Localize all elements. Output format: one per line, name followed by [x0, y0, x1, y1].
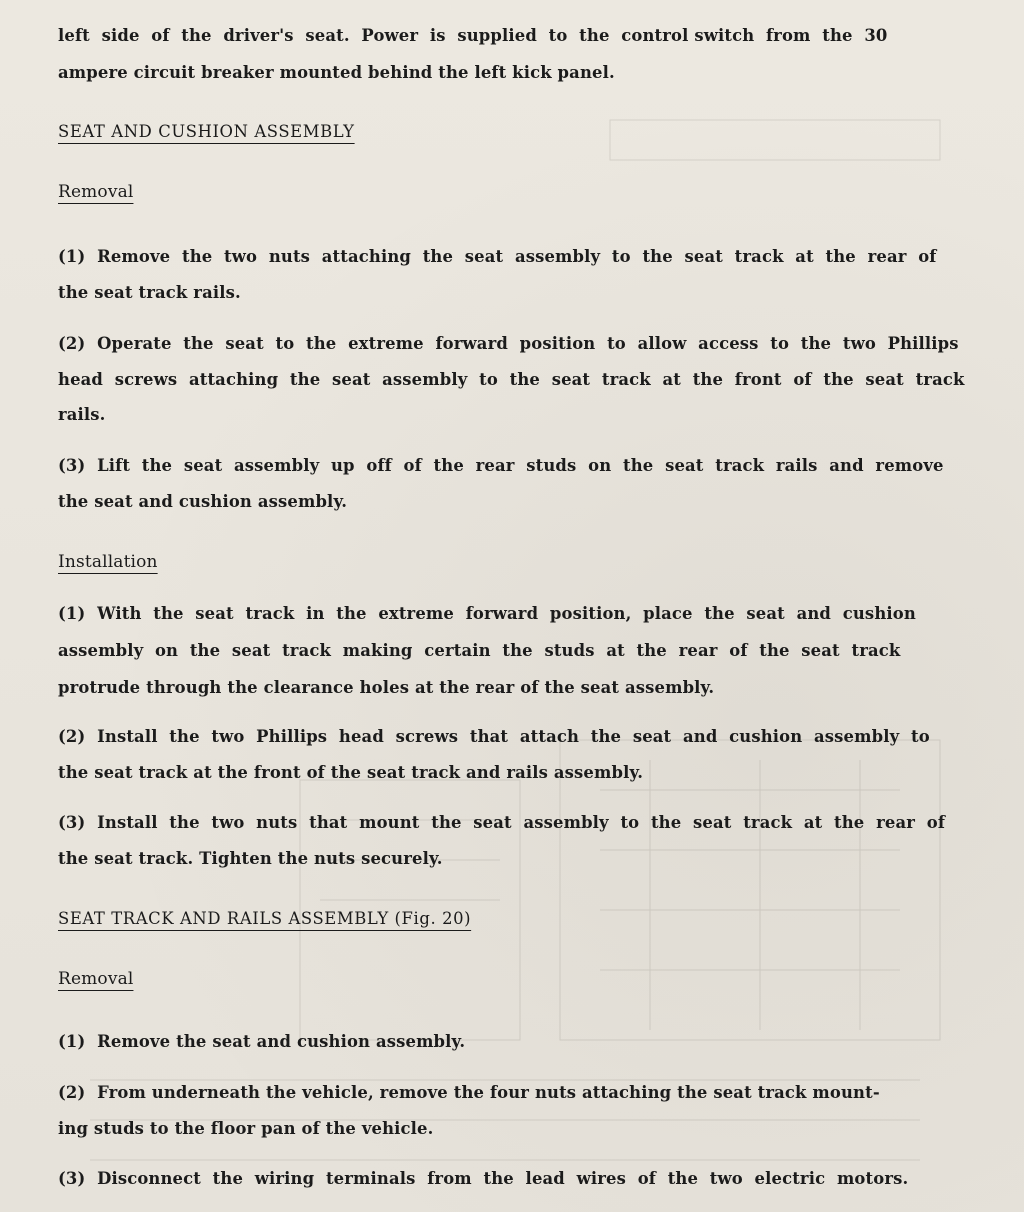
installation-step-3-line-1: (3) Install the two nuts that mount the seat assembly to the seat track at the rear of: [58, 813, 946, 832]
track-removal-step-2-line-1: (2) From underneath the vehicle, remove the four nuts attaching the seat track mount-: [58, 1083, 880, 1102]
installation-step-1-line-3: protrude through the clearance holes at the rear of the seat assembly.: [58, 678, 715, 697]
removal-step-3-line-1: (3) Lift the seat assembly up off of the rear studs on the seat track rails and remove: [58, 456, 944, 475]
installation-step-1-line-2: assembly on the seat track making certain the studs at the rear of the seat track: [58, 641, 901, 660]
installation-step-2-line-2: the seat track at the front of the seat track and rails assembly.: [58, 763, 644, 782]
track-removal-step-3-line-1: (3) Disconnect the wiring terminals from the lead wires of the two electric motors.: [58, 1169, 909, 1188]
installation-step-2-line-1: (2) Install the two Phillips head screws that attach the seat and cushion assembly to: [58, 727, 930, 746]
removal-step-2-line-1: (2) Operate the seat to the extreme forward position to allow access to the two Phillips: [58, 334, 959, 353]
intro-line-1: left side of the driver's seat. Power is supplied to the control switch from the 30: [58, 26, 888, 45]
section-heading-seat-track-and-rails-assembly: SEAT TRACK AND RAILS ASSEMBLY (Fig. 20): [58, 909, 472, 928]
removal-step-2-line-2: head screws attaching the seat assembly to the seat track at the front of the seat track: [58, 370, 965, 389]
removal-step-2-line-3: rails.: [58, 405, 106, 424]
installation-step-1-line-1: (1) With the seat track in the extreme forward position, place the seat and cushion: [58, 604, 916, 623]
installation-step-3-line-2: the seat track. Tighten the nuts securely.: [58, 849, 443, 868]
intro-line-2: ampere circuit breaker mounted behind the left kick panel.: [58, 63, 615, 82]
section-heading-seat-and-cushion-assembly: SEAT AND CUSHION ASSEMBLY: [58, 122, 355, 141]
track-removal-step-1-line-1: (1) Remove the seat and cushion assembly.: [58, 1032, 466, 1051]
subheading-removal: Removal: [58, 182, 134, 202]
track-removal-step-2-line-2: ing studs to the floor pan of the vehicle.: [58, 1119, 434, 1138]
subheading-removal-2: Removal: [58, 969, 134, 989]
subheading-installation: Installation: [58, 552, 158, 572]
removal-step-3-line-2: the seat and cushion assembly.: [58, 492, 348, 511]
removal-step-1-line-2: the seat track rails.: [58, 283, 241, 302]
removal-step-1-line-1: (1) Remove the two nuts attaching the seat assembly to the seat track at the rear of: [58, 247, 937, 266]
